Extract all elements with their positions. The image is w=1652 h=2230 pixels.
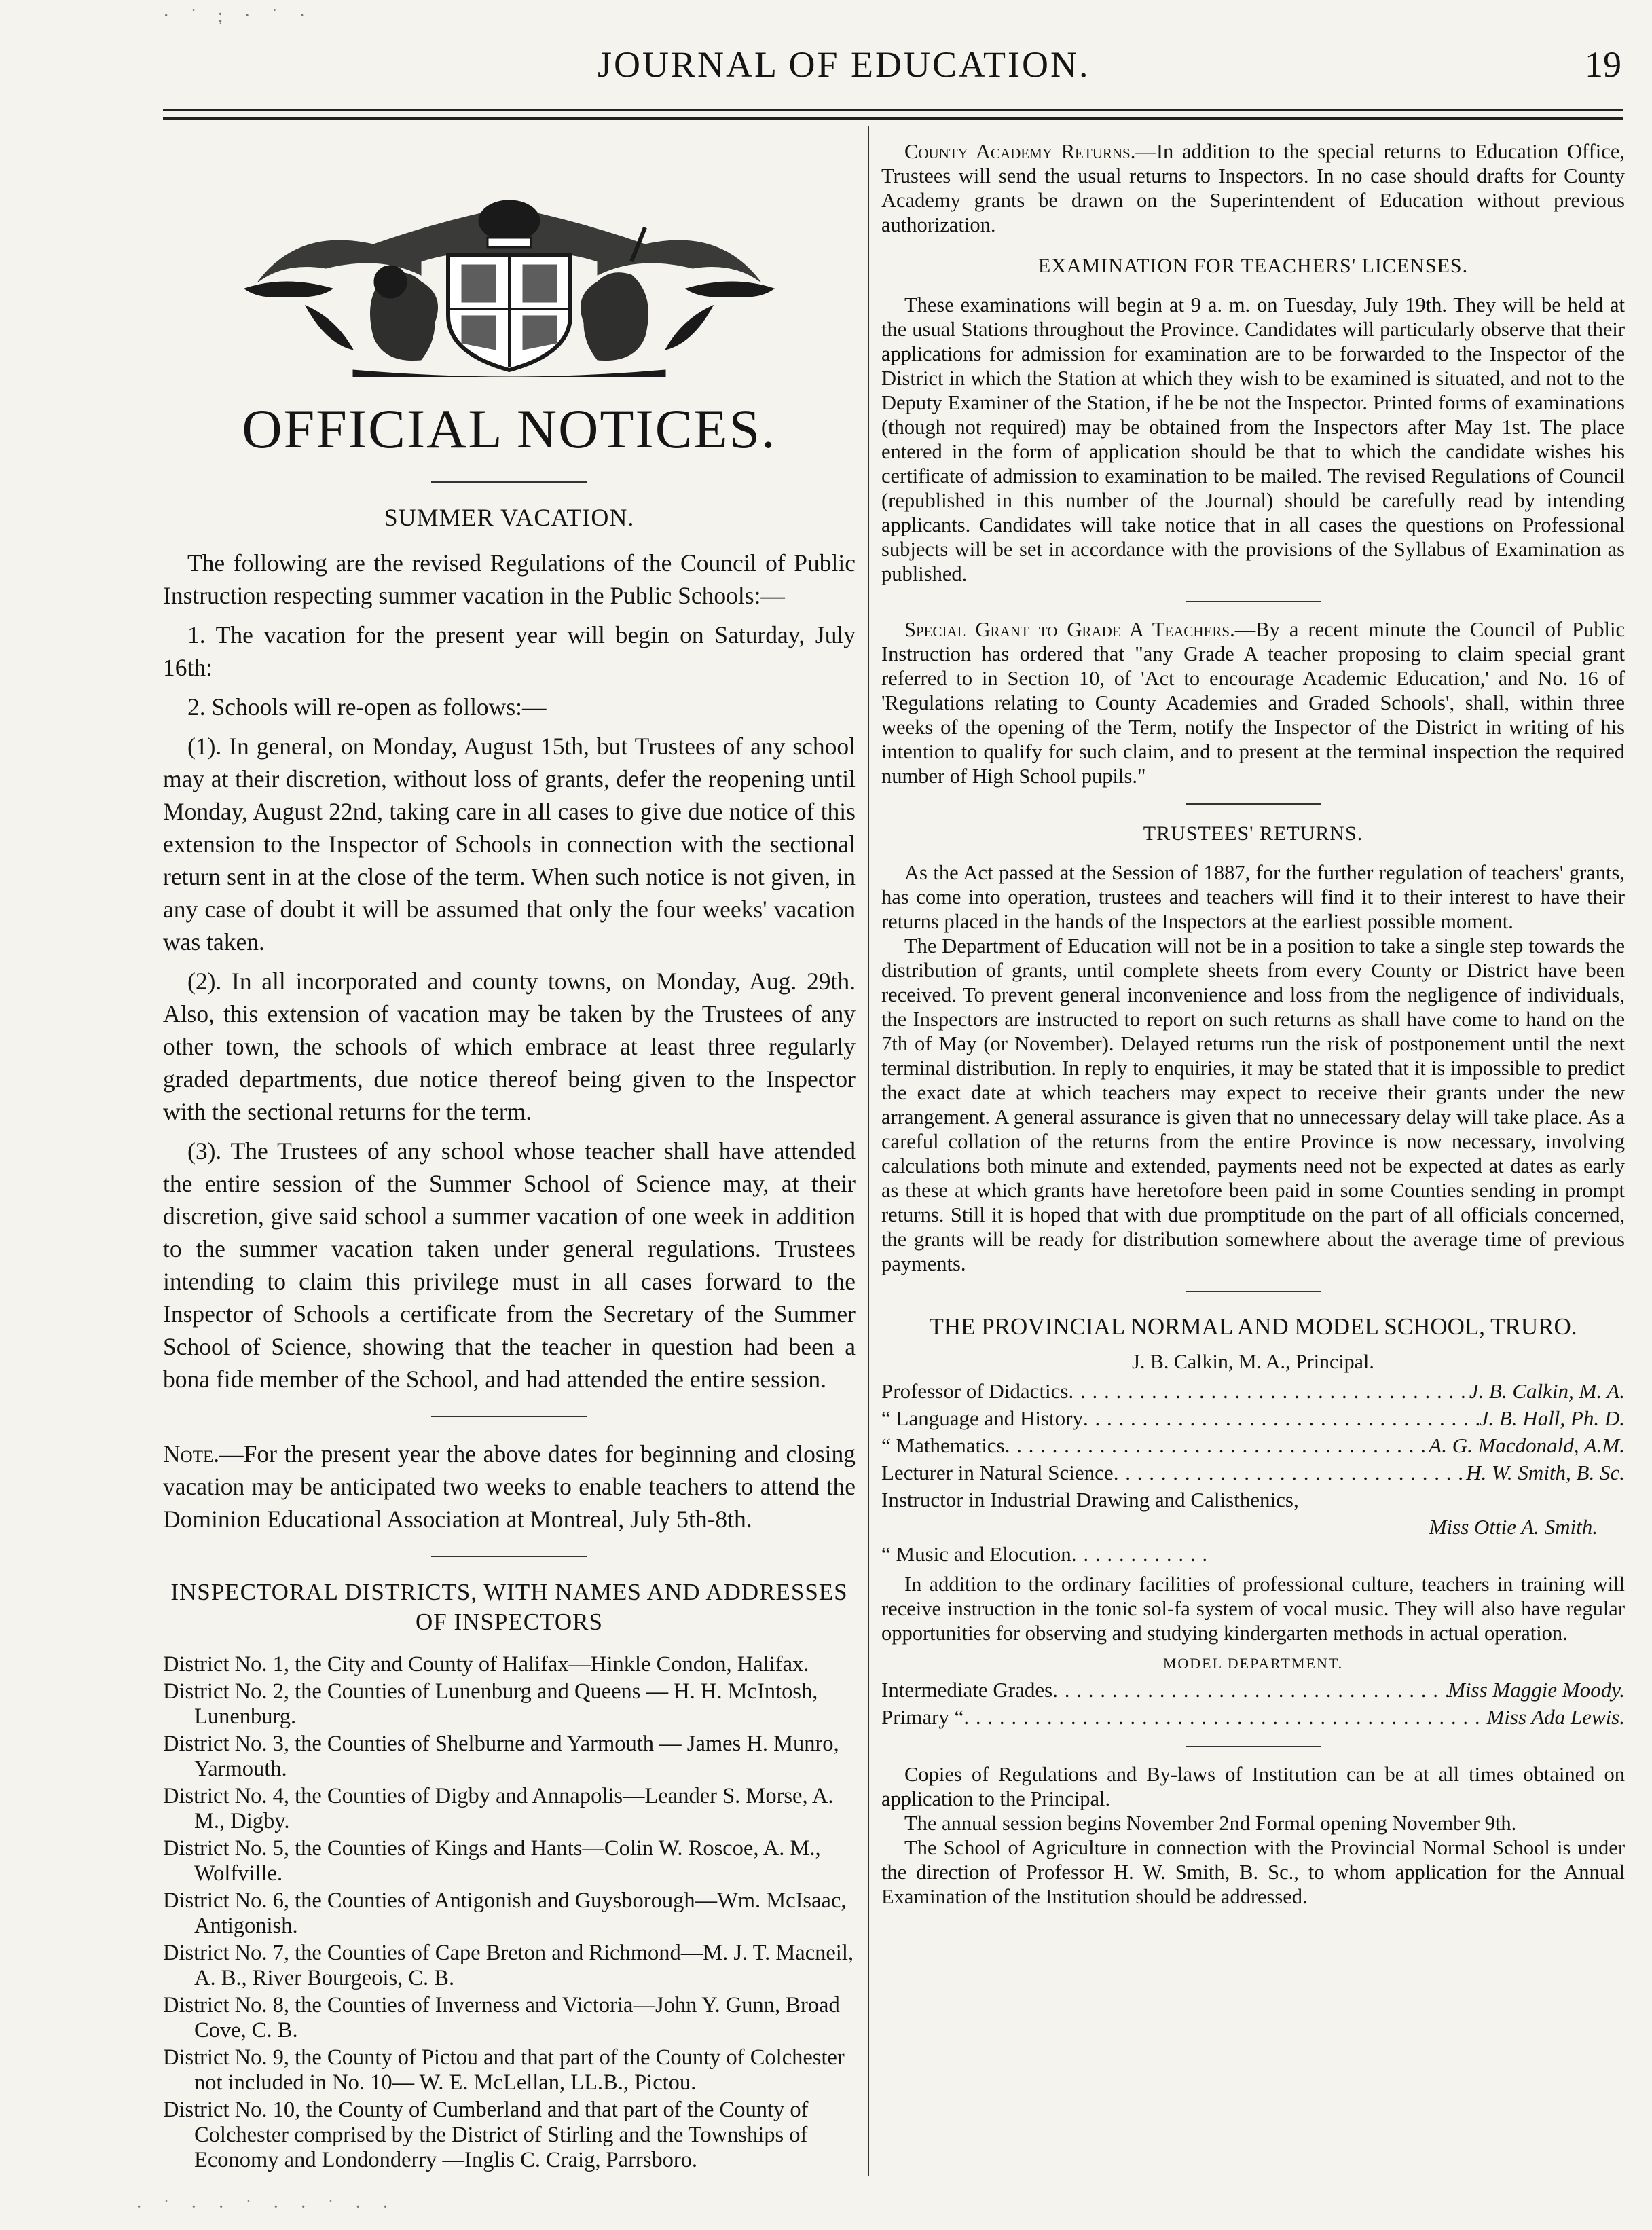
staff-name: Miss Maggie Moody.: [1448, 1678, 1625, 1702]
trustees-paragraph: The Department of Education will not be in a position to take a single step towards the distribution of grants, until complete sheets from every County or District have been received. To prevent general inconvenience and loss from the negligence of individuals, the Inspectors are instructed to report on such returns as shall have come to hand on the 7th of May (or November). Delayed returns run the risk of postponement until the next terminal distribution. In reply to enquiries, it may be stated that it is impossible to predict the exact date at which teachers may expect to receive their grants under the new arrangement. A general assurance is given that no unnecessary delay will take place. As a careful collation of the returns from the entire Province is now necessary, involving calculations both minute and extended, payments need not be expected at dates as early as these at which grants have heretofore been paid in some Counties sending in prompt returns. Still it is hoped that with due promptitude on the part of all officials concerned, the grants will be ready for distribution somewhere about the average time of previous payments.: [881, 934, 1625, 1275]
print-speckle: · ˙ · · ˙ · · ˙ · ·: [136, 2197, 397, 2218]
district-item: District No. 9, the County of Pictou and that part of the County of Colchester not included in No. 10— W. E. McLellan, LL.B., Pictou.: [163, 2045, 845, 2095]
summer-vacation-heading: SUMMER VACATION.: [384, 504, 635, 531]
normal-school-rule: [1186, 1291, 1321, 1292]
official-notices-title: OFFICIAL NOTICES.: [242, 398, 777, 460]
normal-school-heading: THE PROVINCIAL NORMAL AND MODEL SCHOOL, TRURO.: [929, 1313, 1577, 1340]
print-speckle: · ˙ ; · ˙ ·: [163, 5, 314, 26]
right-column: [881, 139, 1625, 1909]
staff-name: J. B. Calkin, M. A.: [1469, 1379, 1625, 1403]
staff-row: [881, 1405, 1625, 1432]
leader-dots: [1052, 1677, 1448, 1704]
staff-role: “ Mathematics: [881, 1433, 1005, 1457]
drawing-instructor-role: Instructor in Industrial Drawing and Calisthenics,: [881, 1488, 1299, 1512]
district-item: District No. 10, the County of Cumberland and that part of the County of Colchester comprised by the District of Stirling and the Townships of Economy and Londonderry —Inglis C. Craig, Parrsboro.: [163, 2098, 809, 2172]
summer-paragraph: (2). In all incorporated and county towns, on Monday, Aug. 29th. Also, this extension of vacation may be taken by the Trustees of any other town, the schools of which embrace at least three regularly graded departments, due notice thereof being given to the Inspector with the sectional returns for the term.: [163, 968, 856, 1125]
culture-paragraph: In addition to the ordinary facilities of professional culture, teachers in training will receive instruction in the tonic sol-fa system of vocal music. They will also have regular opportunities for observing and studying kindergarten methods in actual operation.: [881, 1573, 1625, 1645]
staff-role: “ Language and History: [881, 1406, 1083, 1430]
closing-paragraph: Copies of Regulations and By-laws of Institution can be at all times obtained on application to the Principal.: [881, 1763, 1625, 1810]
grant-rule: [1186, 803, 1321, 805]
exam-licenses-heading: EXAMINATION FOR TEACHERS' LICENSES.: [1038, 255, 1469, 277]
district-item: District No. 7, the Counties of Cape Breton and Richmond—M. J. T. Macneil, A. B., River Bourgeois, C. B.: [163, 1941, 853, 1990]
district-list: [163, 1652, 856, 2173]
inspectoral-districts-heading: INSPECTORAL DISTRICTS, WITH NAMES AND ADDRESSES OF INSPECTORS: [170, 1579, 848, 1635]
header-rule-double: [163, 117, 1623, 120]
culture-text: [881, 1572, 1625, 1645]
page-number: 19: [1585, 44, 1621, 85]
districts-rule: [431, 1556, 587, 1557]
principal-line: J. B. Calkin, M. A., Principal.: [1132, 1351, 1374, 1373]
special-grant-text: —By a recent minute the Council of Public Instruction has ordered that "any Grade A teacher proposing to claim special grant referred to in Section 10, of 'Act to encourage Academic Education,' and No. 16 of 'Regulations relating to County Academies and Graded Schools', shall, within three weeks of the opening of the Term, notify the Inspector of the District in writing of his intention to qualify for such claim, and to present at the terminal inspection the required number of High School pupils.": [881, 618, 1625, 788]
trustees-paragraph: As the Act passed at the Session of 1887, for the further regulation of teachers' grants, has come into operation, trustees and teachers will find it to their interest to have their returns placed in the hands of the Inspectors at the earliest possible moment.: [881, 861, 1625, 933]
trustees-returns-heading: TRUSTEES' RETURNS.: [1143, 822, 1363, 845]
special-grant-notice: [881, 617, 1625, 788]
staff-name: H. W. Smith, B. Sc.: [1466, 1461, 1625, 1484]
leader-dots: [1071, 1541, 1207, 1568]
journal-title: JOURNAL OF EDUCATION.: [598, 44, 1090, 85]
model-department-heading: MODEL DEPARTMENT.: [1162, 1655, 1344, 1672]
staff-name: Miss Ada Lewis.: [1486, 1705, 1625, 1729]
district-item: District No. 1, the City and County of Halifax—Hinkle Condon, Halifax.: [163, 1652, 809, 1677]
model-staff-list: [881, 1677, 1625, 1731]
model-staff-row: [881, 1677, 1625, 1704]
closing-paragraph: The annual session begins November 2nd Formal opening November 9th.: [904, 1812, 1517, 1835]
district-item: District No. 5, the Counties of Kings and Hants—Colin W. Roscoe, A. M., Wolfville.: [163, 1836, 821, 1886]
header-rule: [163, 109, 1623, 111]
closing-notices: [881, 1762, 1625, 1909]
district-item: District No. 4, the Counties of Digby and Annapolis—Leander S. Morse, A. M., Digby.: [163, 1784, 834, 1833]
royal-coat-of-arms-emblem: [217, 180, 801, 377]
staff-row: [881, 1378, 1625, 1405]
note-rule: [431, 1416, 587, 1417]
district-item: District No. 8, the Counties of Inverness and Victoria—John Y. Gunn, Broad Cove, C. B.: [163, 1993, 840, 2043]
summer-paragraph: The following are the revised Regulations of the Council of Public Instruction respecting summer vacation in the Public Schools:—: [163, 549, 856, 609]
model-staff-row: [881, 1704, 1625, 1731]
note-label: Note.: [163, 1440, 220, 1467]
left-column: [163, 139, 856, 2175]
district-item: District No. 6, the Counties of Antigonish and Guysborough—Wm. McIsaac, Antigonish.: [163, 1888, 847, 1938]
leader-dots: [1083, 1405, 1480, 1432]
staff-role: “ Music and Elocution: [881, 1542, 1071, 1566]
running-head: [0, 43, 1652, 98]
district-item: District No. 3, the Counties of Shelburne and Yarmouth — James H. Munro, Yarmouth.: [163, 1732, 839, 1781]
staff-row: [881, 1432, 1625, 1459]
summer-paragraph: 2. Schools will re-open as follows:—: [187, 693, 547, 720]
drawing-instructor-name: Miss Ottie A. Smith.: [1429, 1515, 1598, 1539]
title-rule: [431, 481, 587, 483]
staff-name: J. B. Hall, Ph. D.: [1479, 1406, 1625, 1430]
staff-list: [881, 1378, 1625, 1568]
vacation-note: [163, 1438, 856, 1535]
staff-role: Professor of Didactics: [881, 1379, 1069, 1403]
staff-role: Intermediate Grades: [881, 1678, 1053, 1702]
summer-paragraph: (1). In general, on Monday, August 15th, but Trustees of any school may at their discretion, without loss of grants, defer the reopening until Monday, August 22nd, taking care in all cases to give due notice of this extension to the Inspector of Schools in connection with the sectional return sent in at the close of the term. When such notice is not given, in any case of doubt it will be assumed that only the four weeks' vacation was taken.: [163, 733, 856, 955]
exam-rule: [1186, 601, 1321, 602]
note-text: —For the present year the above dates for beginning and closing vacation may be anticipated two weeks to enable teachers to attend the Dominion Educational Association at Montreal, July 5th-8th.: [163, 1440, 856, 1533]
exam-paragraph: These examinations will begin at 9 a. m. on Tuesday, July 19th. They will be held at the usual Stations throughout the Province. Candidates will particularly observe that their applications for admission for examination are to be forwarded to the Inspector of the District in which the Station at which they wish to be examined is situated, and not to the Deputy Examiner of the Station, if he be not the Inspector. Printed forms of examinations (though not required) may be obtained from the Inspectors after May 1st. The place entered in the form of application should be that to which the candidate wishes his certificate of admission to examination to be mailed. The revised Regulations of Council (republished in this number of the Journal) should be carefully read by intending applicants. Candidates will take notice that in all cases the questions on Professional subjects will be set in accordance with the provisions of the Syllabus of Examination as published.: [881, 293, 1625, 585]
county-academy-lead: County Academy Returns.: [904, 140, 1136, 163]
leader-dots: [1069, 1378, 1469, 1405]
leader-dots: [963, 1704, 1486, 1731]
closing-rule: [1186, 1746, 1321, 1747]
staff-row: [881, 1541, 1625, 1568]
column-divider: [868, 126, 869, 2176]
county-academy-returns: [881, 139, 1625, 237]
summer-paragraph: 1. The vacation for the present year will begin on Saturday, July 16th:: [163, 621, 856, 681]
staff-row: [881, 1459, 1625, 1486]
closing-paragraph: The School of Agriculture in connection with the Provincial Normal School is under the direction of Professor H. W. Smith, B. Sc., to whom application for the Annual Examination of the Institution should be addressed.: [881, 1836, 1625, 1908]
special-grant-lead: Special Grant to Grade A Teachers.: [904, 618, 1235, 641]
summer-vacation-text: [163, 547, 856, 1535]
trustees-returns-text: [881, 860, 1625, 1276]
district-item: District No. 2, the Counties of Lunenburg and Queens — H. H. McIntosh, Lunenburg.: [163, 1679, 818, 1729]
leader-dots: [1114, 1459, 1466, 1486]
county-academy-text: —In addition to the special returns to Education Office, Trustees will send the usual returns to Inspectors. In no case should drafts for County Academy grants be drawn on the Superintendent of Education without previous authorization.: [881, 140, 1625, 236]
exam-licenses-text: [881, 293, 1625, 586]
summer-paragraph: (3). The Trustees of any school whose teacher shall have attended the entire session of the Summer School of Science may, at their discretion, give said school a summer vacation of one week in addition to the summer vacation taken under general regulations. Trustees intending to claim this privilege must in all cases forward to the Inspector of Schools a certificate from the Secretary of the Summer School of Science, showing that the teacher in question had been a bona fide member of the School, and had attended the entire session.: [163, 1137, 856, 1393]
staff-name: A. G. Macdonald, A.M.: [1429, 1433, 1625, 1457]
leader-dots: [1005, 1432, 1429, 1459]
staff-role: Lecturer in Natural Science: [881, 1461, 1114, 1484]
staff-role: Primary “: [881, 1705, 964, 1729]
